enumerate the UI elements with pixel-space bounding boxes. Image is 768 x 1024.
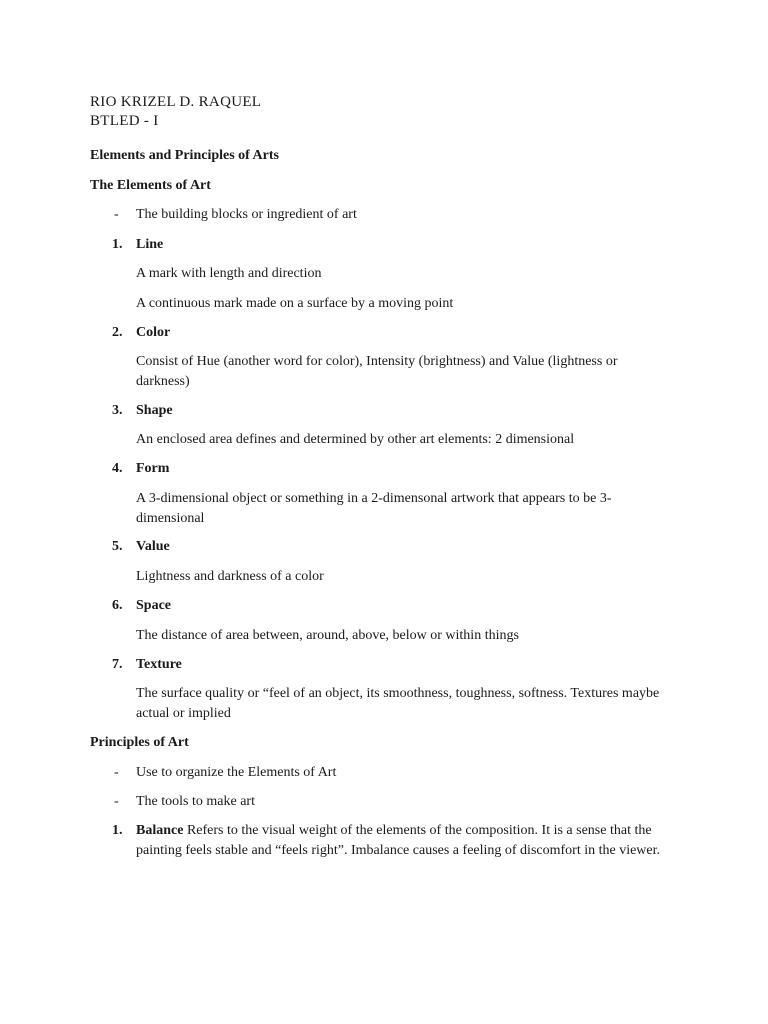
element-title-shape: Shape [136, 403, 173, 418]
element-desc: Lightness and darkness of a color [136, 569, 324, 584]
element-title-line: Line [136, 237, 164, 252]
item-number: 1. [112, 823, 123, 838]
principles-bullet: Use to organize the Elements of Art [136, 765, 337, 780]
bullet-marker: - [114, 765, 119, 780]
item-number: 1. [112, 237, 123, 252]
bullet-marker: - [114, 207, 119, 222]
principle-title-balance: Balance [136, 823, 184, 838]
bullet-marker: - [114, 794, 119, 809]
item-number: 3. [112, 403, 123, 418]
item-number: 6. [112, 598, 123, 613]
class-section: BTLED - I [90, 113, 159, 129]
element-title-value: Value [136, 539, 170, 554]
author-name: RIO KRIZEL D. RAQUEL [90, 94, 262, 110]
principles-bullet: The tools to make art [136, 794, 255, 809]
item-number: 5. [112, 539, 123, 554]
element-desc: A continuous mark made on a surface by a moving point [136, 296, 454, 311]
element-title-color: Color [136, 325, 171, 340]
element-title-texture: Texture [136, 657, 182, 672]
principles-heading: Principles of Art [90, 735, 189, 750]
element-title-form: Form [136, 461, 170, 476]
item-number: 7. [112, 657, 123, 672]
principle-balance [136, 821, 676, 861]
element-desc: Consist of Hue (another word for color), Intensity (brightness) and Value (lightness or darkness) [136, 354, 618, 389]
item-number: 2. [112, 325, 123, 340]
element-desc: The surface quality or “feel of an object, its smoothness, toughness, softness. Textures maybe actual or implied [136, 686, 660, 721]
elements-intro: The building blocks or ingredient of art [136, 207, 357, 222]
element-desc: A mark with length and direction [136, 266, 322, 281]
element-title-space: Space [136, 598, 171, 613]
document-title: Elements and Principles of Arts [90, 148, 279, 163]
elements-heading: The Elements of Art [90, 178, 211, 193]
element-desc: The distance of area between, around, above, below or within things [136, 628, 519, 643]
element-desc: An enclosed area defines and determined by other art elements: 2 dimensional [136, 432, 575, 447]
element-desc: A 3-dimensional object or something in a 2-dimensonal artwork that appears to be 3-dimensional [136, 491, 612, 526]
principle-desc: Refers to the visual weight of the elements of the composition. It is a sense that the painting feels stable and “feels right”. Imbalance causes a feeling of discomfort in the viewer. [136, 823, 661, 858]
item-number: 4. [112, 461, 123, 476]
